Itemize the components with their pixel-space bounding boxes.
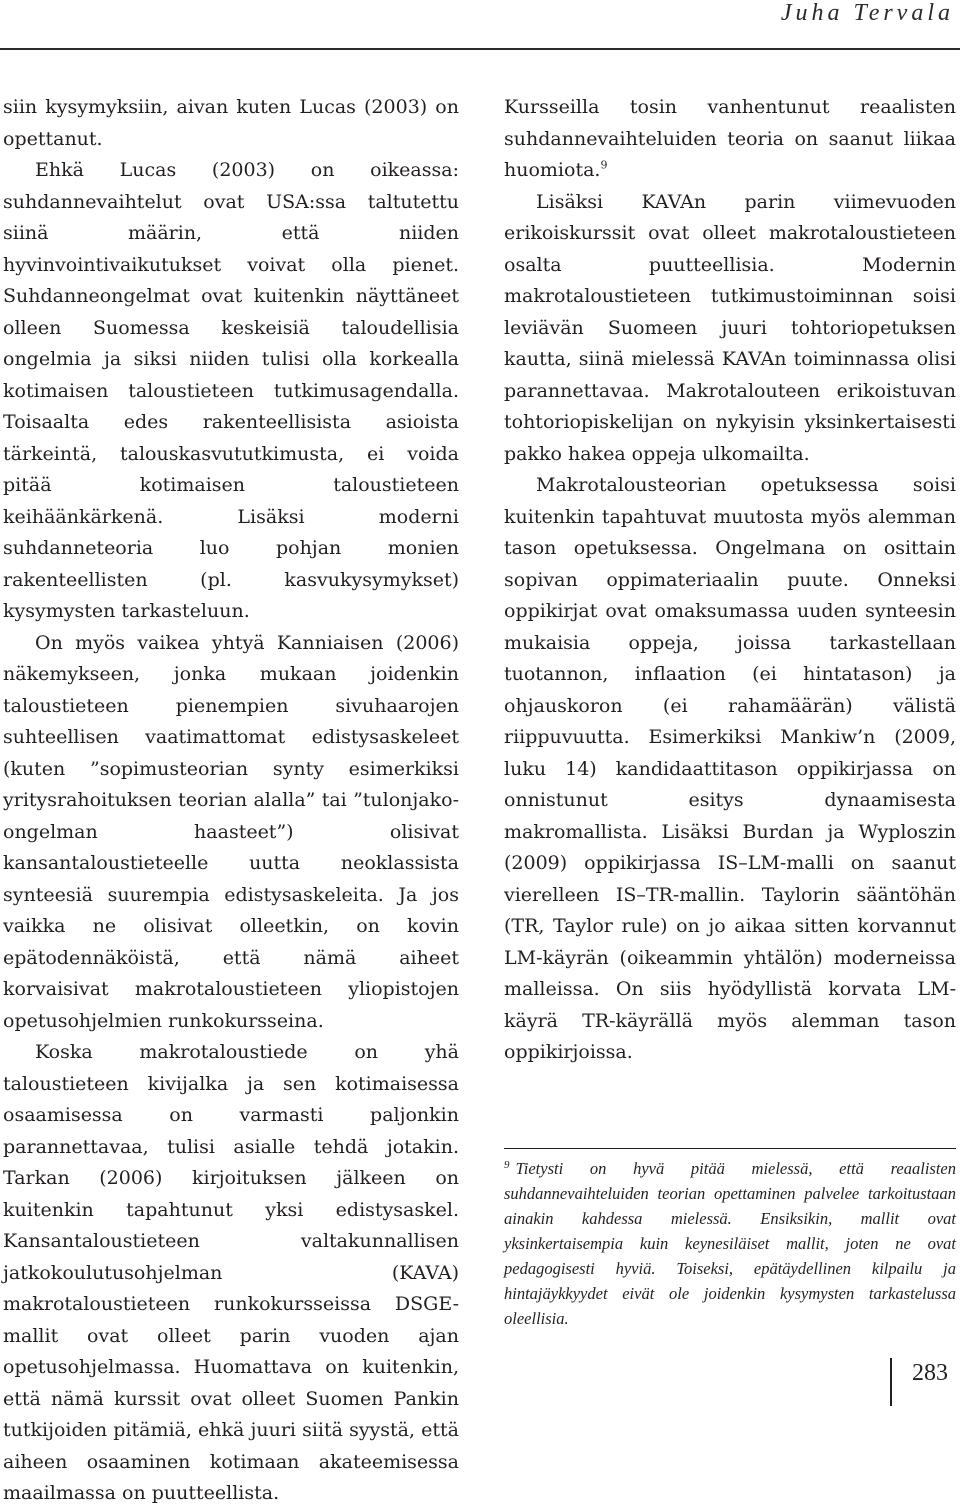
paragraph: siin kysymyksiin, aivan kuten Lucas (2003) on opettanut. (3, 96, 459, 150)
footnote-number: 9 (504, 1158, 510, 1171)
left-text-column (3, 92, 459, 1510)
footnote-text: Tietysti on hyvä pitää mielessä, että reaalisten suhdannevaihteluiden teorian opettaminen palvelee tarkoitustaan ainakin kahdessa mielessä. Ensiksikin, mallit ovat yksinkertaisempia kuin keynesiläiset mallit, joten ne ovat pedagogisesti hyviä. Toiseksi, epätäydellinen kilpailu ja hintajäykkyydet eivät ole joidenkin kysymysten tarkastelussa oleellisia. (504, 1159, 956, 1328)
footnote-divider (504, 1148, 956, 1149)
paragraph-text: Kursseilla tosin vanhentunut reaalisten suhdannevaihteluiden teoria on saanut liikaa huomiota. (504, 96, 956, 181)
paragraph (504, 92, 956, 187)
paragraph: Koska makrotaloustiede on yhä taloustieteen kivijalka ja sen kotimaisessa osaamisessa on varmasti paljonkin parannettavaa, tulisi asialle tehdä jotakin. Tarkan (2006) kirjoituksen jälkeen on kuitenkin tapahtunut yksi edistysaskel. Kansantaloustieteen valtakunnallisen jatkokoulutusohjelman (KAVA) makrotaloustieteen runkokursseissa DSGE-mallit ovat olleet parin vuoden ajan opetusohjelmassa. Huomattava on kuitenkin, että nämä kurssit ovat olleet Suomen Pankin tutkijoiden pitämiä, ehkä juuri siitä syystä, että aiheen osaaminen kotimaan akateemisessa maailmassa on puutteellista. (3, 1041, 459, 1504)
footnote-reference[interactable]: 9 (600, 158, 608, 172)
running-header-author: Juha Tervala (780, 0, 954, 26)
page-number: 283 (912, 1360, 948, 1386)
paragraph: Lisäksi KAVAn parin viimevuoden erikoiskurssit ovat olleet makrotaloustieteen osalta puutteellisia. Modernin makrotaloustieteen tutkimustoiminnan soisi leviävän Suomeen juuri tohtoriopetuksen kautta, siinä mielessä KAVAn toiminnassa olisi parannettavaa. Makrotalouteen erikoistuvan tohtoriopiskelijan on nykyisin yksinkertaisesti pakko hakea oppeja ulkomailta. (504, 190, 956, 465)
header-divider (0, 48, 960, 50)
paragraph: On myös vaikea yhtyä Kanniaisen (2006) näkemykseen, jonka mukaan joidenkin taloustieteen pienempien sivuhaarojen suhteellisen vaatimattomat edistysaskeleet (kuten ”sopimusteorian synty esimerkiksi yritysrahoituksen teorian alalla” tai ”tulonjako-ongelman haasteet”) olisivat kansantaloustieteelle uutta neoklassista synteesiä suurempia edistysaskeleita. Ja jos vaikka ne olisivat olleetkin, on kovin epätodennäköistä, että nämä aiheet korvaisivat makrotaloustieteen yliopistojen opetusohjelmien runkokursseina. (3, 631, 459, 1032)
footnote (504, 1156, 956, 1331)
paragraph: Ehkä Lucas (2003) on oikeassa: suhdannevaihtelut ovat USA:ssa taltutettu siinä määrin, että niiden hyvinvointivaikutukset voivat olla pienet. Suhdanneongelmat ovat kuitenkin näyttäneet olleen Suomessa keskeisiä taloudellisia ongelmia ja siksi niiden tulisi olla korkealla kotimaisen taloustieteen tutkimusagendalla. Toisaalta edes rakenteellisista asioista tärkeintä, talouskasvututkimusta, ei voida pitää kotimaisen taloustieteen keihäänkärkenä. Lisäksi moderni suhdanneteoria luo pohjan monien rakenteellisten (pl. kasvukysymykset) kysymysten tarkasteluun. (3, 159, 459, 622)
paragraph: Makrotalousteorian opetuksessa soisi kuitenkin tapahtuvat muutosta myös alemman tason opetuksessa. Ongelmana on osittain sopivan oppimateriaalin puute. Onneksi oppikirjat ovat omaksumassa uuden synteesin mukaisia oppeja, joissa tarkastellaan tuotannon, inflaation (ei hintatason) ja ohjauskoron (ei rahamäärän) välistä riippuvuutta. Esimerkiksi Mankiw’n (2009, luku 14) kandidaattitason oppikirjassa on onnistunut esitys dynaamisesta makromallista. Lisäksi Burdan ja Wyploszin (2009) oppikirjassa IS–LM-malli on saanut vierelleen IS–TR-mallin. Taylorin sääntöhän (TR, Taylor rule) on jo aikaa sitten korvannut LM-käyrän (oikeammin yhtälön) moderneissa malleissa. On siis hyödyllistä korvata LM-käyrä TR-käyrällä myös alemman tason oppikirjoissa. (504, 474, 956, 1063)
page-number-rule (890, 1358, 892, 1406)
right-text-column (504, 92, 956, 1069)
